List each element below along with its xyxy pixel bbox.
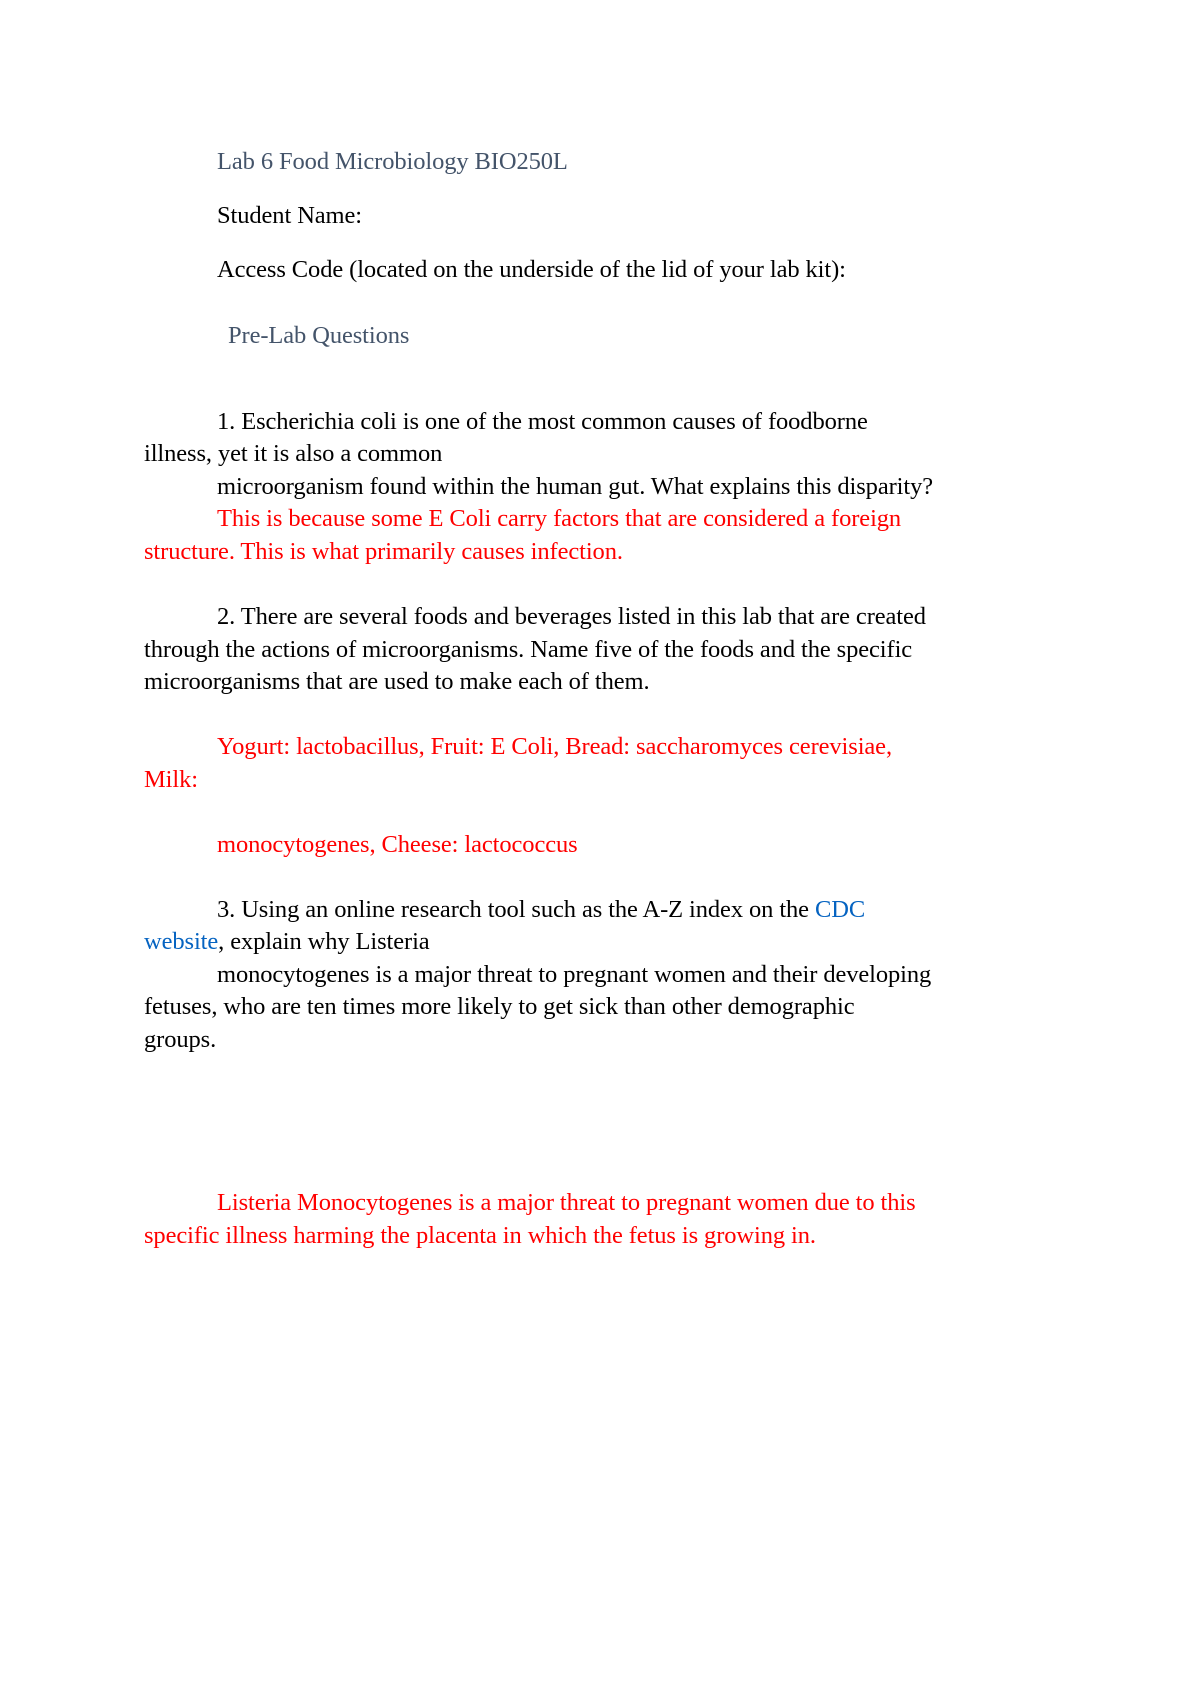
question-3-line-2	[144, 926, 430, 958]
question-2-line-2: through the actions of microorganisms. Name five of the foods and the specific	[144, 636, 913, 663]
question-3-line-5: groups.	[144, 1026, 217, 1053]
question-3-line-1	[217, 894, 865, 926]
question-2-line-1: 2. There are several foods and beverages listed in this lab that are created	[217, 603, 926, 630]
question-3-line-4: fetuses, who are ten times more likely to get sick than other demographic	[144, 993, 855, 1020]
answer-1-line-2: structure. This is what primarily causes infection.	[144, 538, 623, 565]
question-3-line-3: monocytogenes is a major threat to pregnant women and their developing	[217, 961, 932, 988]
answer-1-line-1: This is because some E Coli carry factors that are considered a foreign	[217, 505, 902, 532]
answer-2-line-2: Milk:	[144, 766, 198, 793]
question-1-line-1: 1. Escherichia coli is one of the most common causes of foodborne	[217, 408, 868, 435]
question-3-text-continued: , explain why Listeria	[218, 928, 430, 955]
question-1-line-3: microorganism found within the human gut. What explains this disparity?	[217, 473, 933, 500]
answer-3-line-1: Listeria Monocytogenes is a major threat to pregnant women due to this	[217, 1189, 916, 1216]
question-2-line-3: microorganisms that are used to make each of them.	[144, 668, 650, 695]
question-3-text-start: 3. Using an online research tool such as the A-Z index on the	[217, 896, 815, 923]
cdc-website-link[interactable]: website	[144, 928, 219, 955]
answer-3-line-2: specific illness harming the placenta in which the fetus is growing in.	[144, 1222, 816, 1249]
student-name-label: Student Name:	[217, 202, 362, 229]
document-title: Lab 6 Food Microbiology BIO250L	[217, 148, 568, 175]
cdc-link[interactable]: CDC	[815, 896, 866, 923]
answer-2-line-3: monocytogenes, Cheese: lactococcus	[217, 831, 578, 858]
answer-2-line-1: Yogurt: lactobacillus, Fruit: E Coli, Bread: saccharomyces cerevisiae,	[217, 733, 892, 760]
question-1-line-2: illness, yet it is also a common	[144, 440, 443, 467]
section-heading: Pre-Lab Questions	[228, 322, 410, 349]
access-code-label: Access Code (located on the underside of the lid of your lab kit):	[217, 256, 846, 283]
